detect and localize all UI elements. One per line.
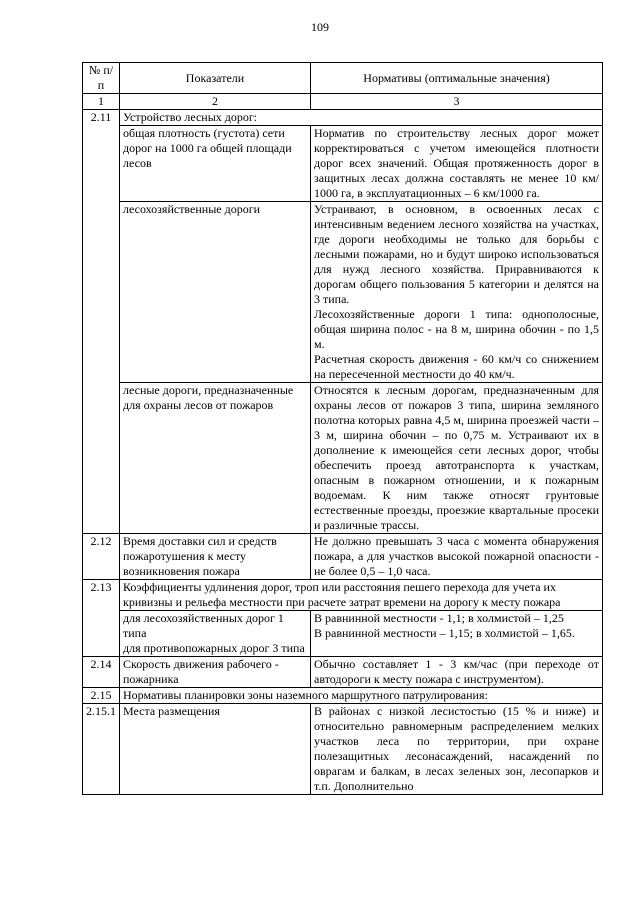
norm-paragraph: В равнинной местности – 1,15; в холмистой – 1,65.	[314, 626, 575, 640]
indicator-cell: Места размещения	[120, 704, 311, 795]
row-number: 2.12	[83, 534, 120, 580]
indicator-cell: лесохозяйственные дороги	[120, 202, 311, 383]
table-row	[83, 580, 603, 611]
indicator-paragraph: для противопожарных дорог 3 типа	[123, 641, 305, 655]
row-number: 2.15	[83, 688, 120, 704]
row-number: 2.15.1	[83, 704, 120, 795]
column-index-1: 1	[83, 94, 120, 110]
norm-cell	[311, 202, 603, 383]
indicator-cell: Скорость движения рабочего - пожарника	[120, 657, 311, 688]
indicator-paragraph: для лесохозяйственных дорог 1 типа	[123, 611, 284, 640]
table-row	[83, 383, 603, 534]
indicator-cell: Время доставки сил и средств пожаротушения к месту возникновения пожара	[120, 534, 311, 580]
column-index-row	[83, 94, 603, 110]
column-index-3: 3	[311, 94, 603, 110]
row-number: 2.11	[83, 110, 120, 534]
norm-cell: Относятся к лесным дорогам, предназначенным для охраны лесов от пожаров 3 типа, ширина земляного полотна которых равна 4,5 м, ширина проезжей части – 3 м, ширина обочин – по 0,75 м. Устраивают их в дополнение к имеющейся сети лесных дорог, чтобы обеспечить проезд автотранспорта к участкам, опасным в пожарном отношении, и к пожарным водоемам. К ним также относят грунтовые естественные проезды, проезжие квартальные просеки и различные трассы.	[311, 383, 603, 534]
table-row	[83, 704, 603, 795]
table-row	[83, 657, 603, 688]
indicator-cell: лесные дороги, предназначенные для охраны лесов от пожаров	[120, 383, 311, 534]
norm-paragraph: Устраивают, в основном, в освоенных лесах с интенсивным ведением лесного хозяйства на участках, где дороги необходимы не только для борьбы с лесными пожарами, но и будут широко использоваться для нужд лесного хозяйства. Приравниваются к дорогам общего пользования 5 категории и делятся на 3 типа.	[314, 202, 599, 306]
norm-cell: Норматив по строительству лесных дорог может корректироваться с учетом имеющейся плотности дорог всех значений. Общая протяженность дорог в защитных лесах должна составлять не менее 10 км/ 1000 га, в эксплуатационных – 6 км/1000 га.	[311, 126, 603, 202]
norm-cell	[311, 611, 603, 657]
column-index-2: 2	[120, 94, 311, 110]
header-number: № п/п	[83, 63, 120, 94]
table-row	[83, 202, 603, 383]
section-title: Коэффициенты удлинения дорог, троп или расстояния пешего перехода для учета их кривизны и рельефа местности при расчете затрат времени на дорогу к месту пожара	[120, 580, 603, 611]
row-number: 2.13	[83, 580, 120, 657]
indicator-cell	[120, 611, 311, 657]
row-number: 2.14	[83, 657, 120, 688]
norm-cell: В районах с низкой лесистостью (15 % и ниже) и относительно равномерным распределением мелких участков леса по территории, при охране полезащитных лесонасаждений, насаждений по оврагам и балкам, в лесах зеленых зон, лесопарков и т.п. Дополнительно	[311, 704, 603, 795]
table-row	[83, 688, 603, 704]
norm-cell: Обычно составляет 1 - 3 км/час (при переходе от автодороги к месту пожара с инструментом).	[311, 657, 603, 688]
page-number: 109	[311, 20, 329, 34]
norms-table	[82, 62, 603, 795]
norm-cell: Не должно превышать 3 часа с момента обнаружения пожара, а для участков высокой пожарной опасности - не более 0,5 – 1,0 часа.	[311, 534, 603, 580]
norm-paragraph: Расчетная скорость движения - 60 км/ч со снижением на пересеченной местности до 40 км/ч.	[314, 352, 599, 381]
header-indicators: Показатели	[120, 63, 311, 94]
table-row	[83, 611, 603, 657]
table-row	[83, 126, 603, 202]
section-title: Нормативы планировки зоны наземного маршрутного патрулирования:	[120, 688, 603, 704]
section-title: Устройство лесных дорог:	[120, 110, 603, 126]
indicator-cell: общая плотность (густота) сети дорог на 1000 га общей площади лесов	[120, 126, 311, 202]
table-row	[83, 110, 603, 126]
table-header-row	[83, 63, 603, 94]
norm-paragraph: В равнинной местности - 1,1; в холмистой – 1,25	[314, 611, 564, 625]
header-norms: Нормативы (оптимальные значения)	[311, 63, 603, 94]
table-row	[83, 534, 603, 580]
norm-paragraph: Лесохозяйственные дороги 1 типа: однополосные, общая ширина полос - на 8 м, ширина обочин - по 1,5 м.	[314, 307, 599, 351]
